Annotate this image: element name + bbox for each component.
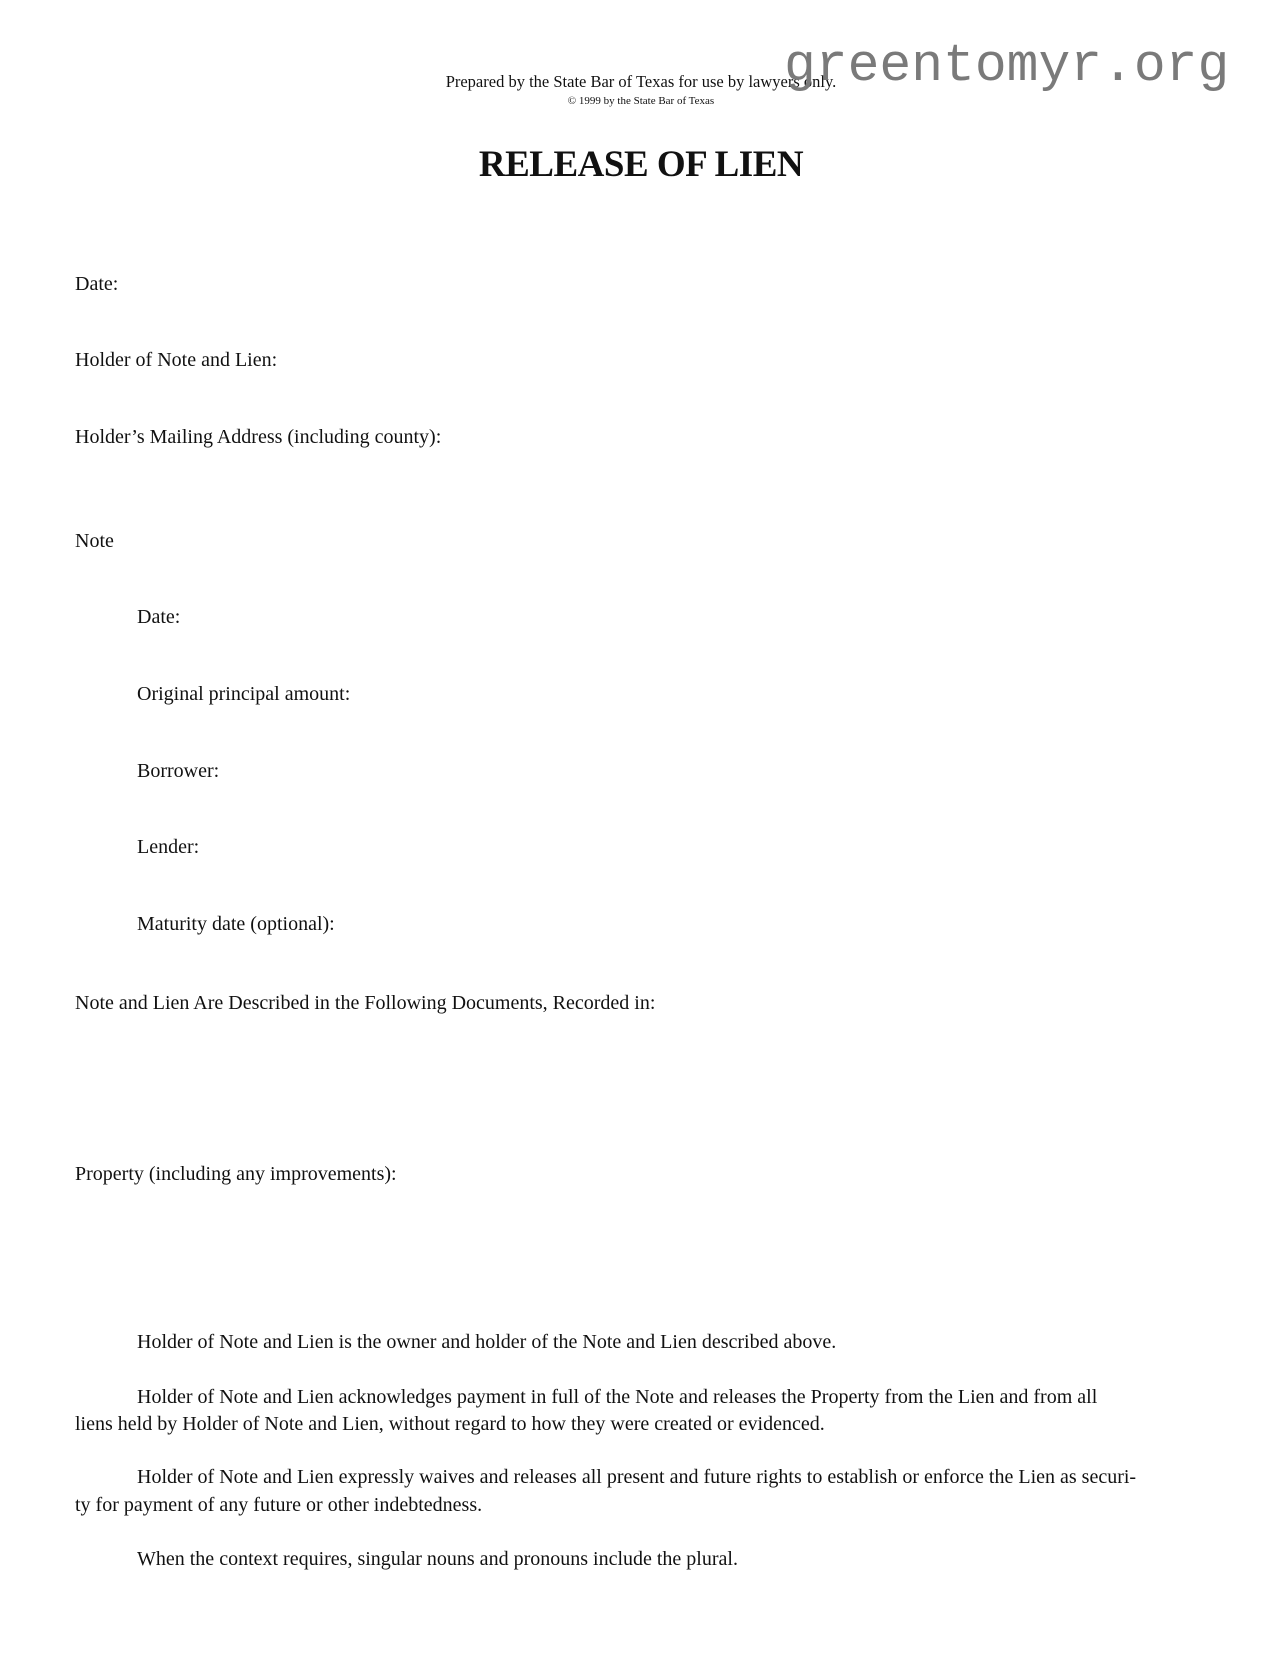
- property-label: Property (including any improvements):: [75, 1163, 397, 1185]
- paragraph-plural: When the context requires, singular nouns and pronouns include the plural.: [137, 1548, 738, 1570]
- note-date-label: Date:: [137, 606, 181, 628]
- holder-label: Holder of Note and Lien:: [75, 349, 278, 371]
- paragraph-waiver-line2: ty for payment of any future or other indebtedness.: [75, 1494, 483, 1516]
- maturity-date-label: Maturity date (optional):: [137, 913, 335, 935]
- document-title: RELEASE OF LIEN: [478, 144, 804, 185]
- mailing-address-label: Holder’s Mailing Address (including county):: [75, 426, 442, 448]
- prepared-by-notice: Prepared by the State Bar of Texas for use by lawyers only.: [445, 72, 837, 91]
- note-heading: Note: [75, 530, 114, 552]
- recorded-in-label: Note and Lien Are Described in the Following Documents, Recorded in:: [75, 992, 656, 1014]
- borrower-label: Borrower:: [137, 760, 220, 782]
- paragraph-owner: Holder of Note and Lien is the owner and holder of the Note and Lien described above.: [137, 1331, 837, 1353]
- watermark: greentomyr.org: [784, 36, 1230, 96]
- lender-label: Lender:: [137, 836, 200, 858]
- paragraph-release-line1: Holder of Note and Lien acknowledges payment in full of the Note and releases the Property from the Lien and from all: [137, 1386, 1098, 1408]
- date-label: Date:: [75, 273, 119, 295]
- paragraph-release-line2: liens held by Holder of Note and Lien, without regard to how they were created or evidenced.: [75, 1413, 825, 1435]
- copyright-notice: © 1999 by the State Bar of Texas: [567, 95, 715, 107]
- paragraph-waiver-line1: Holder of Note and Lien expressly waives and releases all present and future rights to establish or enforce the Lien as securi-: [137, 1466, 1137, 1488]
- original-principal-label: Original principal amount:: [137, 683, 351, 705]
